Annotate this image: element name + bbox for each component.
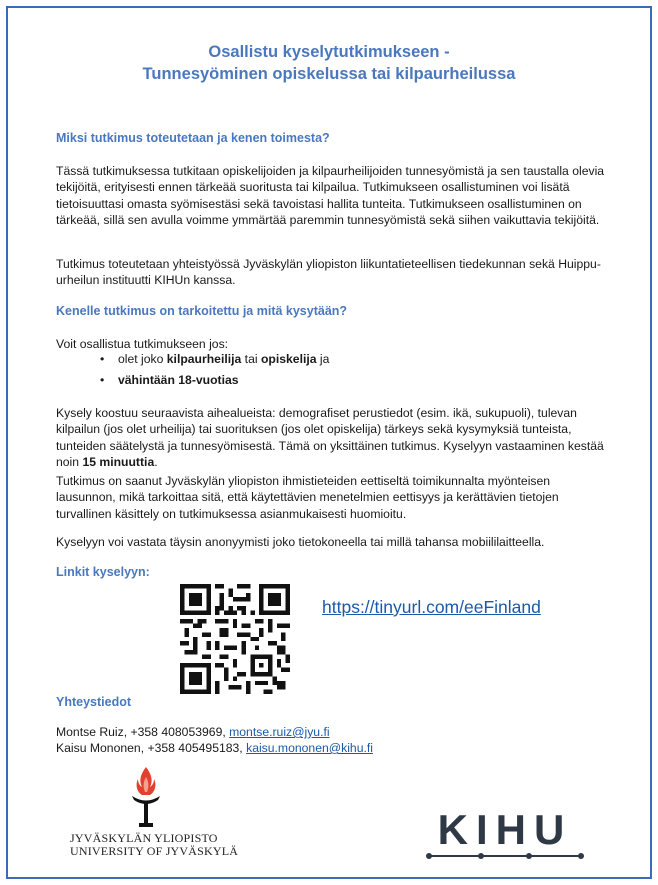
page-title-line1: Osallistu kyselytutkimukseen - [208, 43, 450, 61]
jyu-logo-text: JYVÄSKYLÄN YLIOPISTO UNIVERSITY OF JYVÄSKYLÄ [70, 831, 239, 858]
email-link-mononen[interactable]: kaisu.mononen@kihu.fi [246, 741, 373, 755]
section1-paragraph1: Tässä tutkimuksessa tutkitaan opiskelijoiden ja kilpaurheilijoiden tunnesyömistä ja sen taustalla olevia tekijöitä, erityisesti ennen tärkeää suoritusta tai kilpailua. Tutkimukseen osallistuminen voi lisätä tietoisuuttasi omasta syömisestäsi sekä tavoistasi hallita tunteita. Tutkimukseen osallistuminen on tärkeää, sillä sen avulla voimme ymmärtää paremmin tunnesyömistä sekä siihen vaikuttavia tekijöitä. [56, 164, 605, 228]
section1-paragraph2: Tutkimus toteutetaan yhteistyössä Jyväskylän yliopiston liikuntatieteellisen tiedekunnan sekä Huippu-urheilun instituutti KIHUn kanssa. [56, 257, 601, 288]
links-heading: Linkit kyselyyn: [56, 565, 150, 579]
qr-code-icon[interactable] [180, 584, 290, 694]
bullet-icon: • [100, 373, 105, 387]
contact-mononen: Kaisu Mononen, +358 405495183, kaisu.mononen@kihu.fi [56, 741, 373, 755]
bullet-icon: • [100, 352, 105, 366]
kihu-logo [425, 806, 585, 864]
eligibility-intro: Voit osallistua tutkimukseen jos: [56, 337, 229, 351]
contacts-heading: Yhteystiedot [56, 695, 132, 709]
contact-ruiz: Montse Ruiz, +358 408053969, montse.ruiz@jyu.fi [56, 725, 330, 739]
section1-heading: Miksi tutkimus toteutetaan ja kenen toimesta? [56, 131, 330, 145]
section2-paragraph1: Kysely koostuu seuraavista aihealueista: demografiset perustiedot (esim. ikä, sukupuoli), tulevan kilpailun (jos olet urheilija) tai suorituksen (jos olet opiskelija) tärkeys sekä kysymyksiä tunteista, tunteiden säätelystä ja tunnesyömisestä. Tämä on yksittäinen tutkimus. Kyselyyn vastaaminen kestää noin 15 minuuttia. [56, 406, 604, 470]
eligibility-bullet-1: • olet joko kilpaurheilija tai opiskelija ja [100, 352, 330, 366]
kihu-logo-text: KIHU [437, 806, 573, 853]
page-title-line2: Tunnesyöminen opiskelussa tai kilpaurheilussa [142, 65, 516, 83]
eligibility-bullet-2: • vähintään 18-vuotias [100, 373, 239, 387]
jyu-torch-logo-icon [128, 765, 164, 829]
section2-paragraph3: Kyselyyn voi vastata täysin anonyymisti joko tietokoneella tai millä tahansa mobiililaitteella. [56, 535, 545, 549]
survey-link[interactable]: https://tinyurl.com/eeFinland [322, 597, 541, 617]
section2-heading: Kenelle tutkimus on tarkoitettu ja mitä kysytään? [56, 304, 348, 318]
email-link-ruiz[interactable]: montse.ruiz@jyu.fi [229, 725, 330, 739]
section2-paragraph2: Tutkimus on saanut Jyväskylän yliopiston ihmistieteiden eettiseltä toimikunnalta myönteisen lausunnon, mikä tarkoittaa sitä, että käytettävien menetelmien eettisyys ja kerättävien tietojen turvallinen käsittely on tutkimuksessa asianmukaisesti huomioitu. [56, 474, 559, 521]
